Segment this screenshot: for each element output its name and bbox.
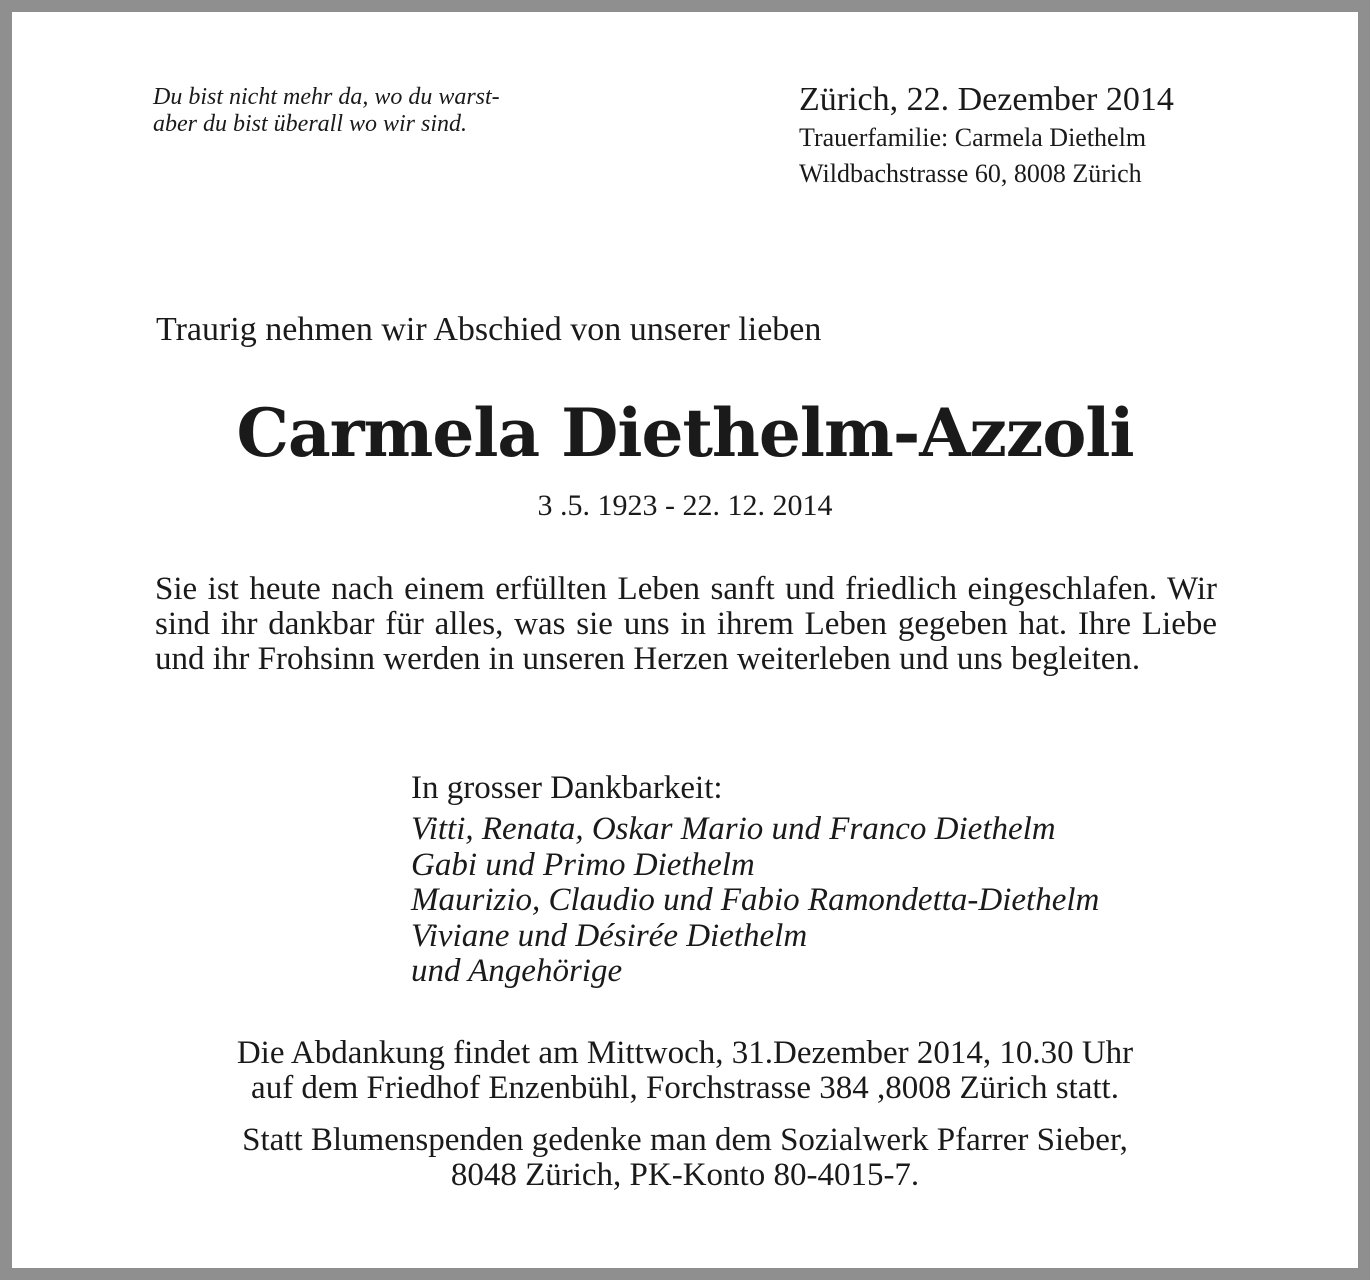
service-line: Die Abdankung findet am Mittwoch, 31.Dezember 2014, 10.30 Uhr xyxy=(236,1035,1134,1071)
funeral-service-notice xyxy=(0,1036,1370,1106)
place-date: Zürich, 22. Dezember 2014 xyxy=(799,81,1174,118)
donation-notice xyxy=(0,1123,1370,1193)
donation-line: 8048 Zürich, PK-Konto 80-4015-7. xyxy=(450,1157,920,1193)
service-line: auf dem Friedhof Enzenbühl, Forchstrasse 384 ,8008 Zürich statt. xyxy=(251,1070,1119,1106)
signers-list xyxy=(411,812,1099,990)
header-block xyxy=(799,80,1174,192)
quote-line: Du bist nicht mehr da, wo du warst- xyxy=(153,84,500,110)
signer-line: und Angehörige xyxy=(411,953,623,989)
thanks-label: In grosser Dankbarkeit: xyxy=(411,770,723,806)
obituary-text: Sie ist heute nach einem erfüllten Leben sanft und friedlich eingeschlafen. Wir sind ihr dankbar für alles, was sie uns in ihrem Leben gegeben hat. Ihre Liebe und ihr Frohsinn werden in unseren Herzen weiterleben und uns begleiten. xyxy=(155,571,1217,677)
family-address: Wildbachstrasse 60, 8008 Zürich xyxy=(799,159,1142,188)
signer-line: Vitti, Renata, Oskar Mario und Franco Diethelm xyxy=(411,811,1056,847)
quote-line: aber du bist überall wo wir sind. xyxy=(153,111,468,137)
signer-line: Viviane und Désirée Diethelm xyxy=(411,917,808,954)
signer-line: Gabi und Primo Diethelm xyxy=(411,846,755,883)
epigraph-quote xyxy=(153,84,633,138)
deceased-name: Carmela Diethelm-Azzoli xyxy=(236,394,1134,472)
signer-line: Maurizio, Claudio und Fabio Ramondetta-Diethelm xyxy=(411,882,1100,918)
life-dates: 3 .5. 1923 - 22. 12. 2014 xyxy=(537,489,833,522)
intro-line: Traurig nehmen wir Abschied von unserer lieben xyxy=(156,311,822,348)
mourning-family: Trauerfamilie: Carmela Diethelm xyxy=(799,123,1147,152)
donation-line: Statt Blumenspenden gedenke man dem Sozialwerk Pfarrer Sieber, xyxy=(242,1122,1128,1158)
